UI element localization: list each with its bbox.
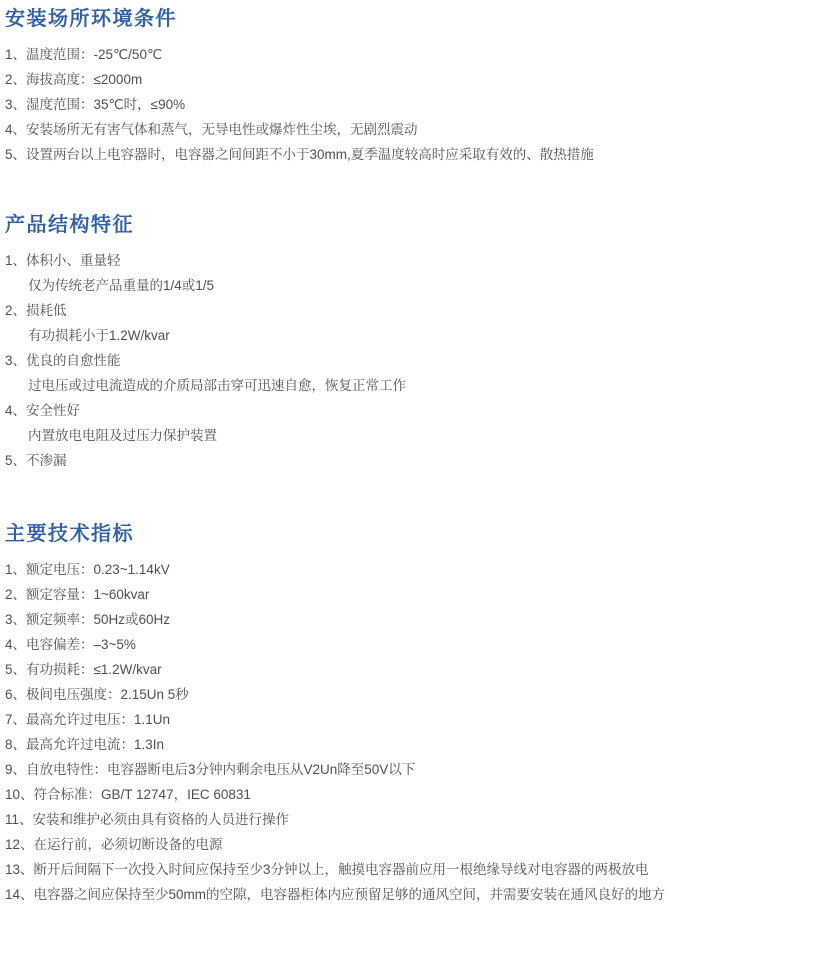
list-item: 5、不渗漏 (5, 453, 67, 468)
list-item: 11、安装和维护必须由具有资格的人员进行操作 (5, 812, 290, 827)
list-item: 9、自放电特性：电容器断电后3分钟内剩余电压从V2Un降至50V以下 (5, 762, 416, 777)
list-item: 4、电容偏差：–3~5% (5, 637, 136, 652)
list-item: 7、最高允许过电压：1.1Un (5, 712, 171, 727)
list-item: 1、体积小、重量轻 (5, 253, 121, 268)
list-item: 3、优良的自愈性能 (5, 353, 121, 368)
list-item: 2、损耗低 (5, 303, 67, 318)
section-technical-specs (5, 523, 804, 907)
section-title-product-structure: 产品结构特征 (5, 214, 134, 236)
list-item-sub: 内置放电电阻及过压力保护装置 (28, 428, 217, 443)
list-item: 14、电容器之间应保持至少50mm的空隙，电容器柜体内应预留足够的通风空间，并需要安装在通风良好的地方 (5, 887, 666, 902)
list-item: 10、符合标准：GB/T 12747，IEC 60831 (5, 787, 251, 802)
list-item-sub: 有功损耗小于1.2W/kvar (28, 328, 170, 343)
section-title-install-environment: 安装场所环境条件 (5, 8, 177, 30)
list-item-sub: 过电压或过电流造成的介质局部击穿可迅速自愈，恢复正常工作 (28, 378, 406, 393)
list-item: 4、安全性好 (5, 403, 81, 418)
list-item: 1、额定电压：0.23~1.14kV (5, 562, 170, 577)
product-structure-list (5, 248, 804, 473)
list-item: 6、极间电压强度：2.15Un 5秒 (5, 687, 189, 702)
list-item: 2、额定容量：1~60kvar (5, 587, 150, 602)
list-item: 5、设置两台以上电容器时，电容器之间间距不小于30mm,夏季温度较高时应采取有效的、散热措施 (5, 147, 594, 162)
list-item-sub: 仅为传统老产品重量的1/4或1/5 (28, 278, 215, 293)
install-environment-list (5, 42, 804, 167)
list-item: 3、额定频率：50Hz或60Hz (5, 612, 171, 627)
list-item: 3、湿度范围：35℃时，≤90% (5, 97, 186, 112)
technical-specs-list (5, 557, 804, 907)
list-item: 12、在运行前，必须切断设备的电源 (5, 837, 223, 852)
section-product-structure (5, 214, 804, 473)
list-item: 4、安装场所无有害气体和蒸气，无导电性或爆炸性尘埃，无剧烈震动 (5, 122, 418, 137)
list-item: 8、最高允许过电流：1.3In (5, 737, 165, 752)
list-item: 2、海拔高度：≤2000m (5, 72, 143, 87)
section-title-technical-specs: 主要技术指标 (5, 523, 134, 545)
list-item: 1、温度范围：-25℃/50℃ (5, 47, 163, 62)
list-item: 13、断开后间隔下一次投入时间应保持至少3分钟以上，触摸电容器前应用一根绝缘导线对电容器的两极放电 (5, 862, 649, 877)
list-item: 5、有功损耗：≤1.2W/kvar (5, 662, 162, 677)
section-install-environment (5, 8, 804, 167)
